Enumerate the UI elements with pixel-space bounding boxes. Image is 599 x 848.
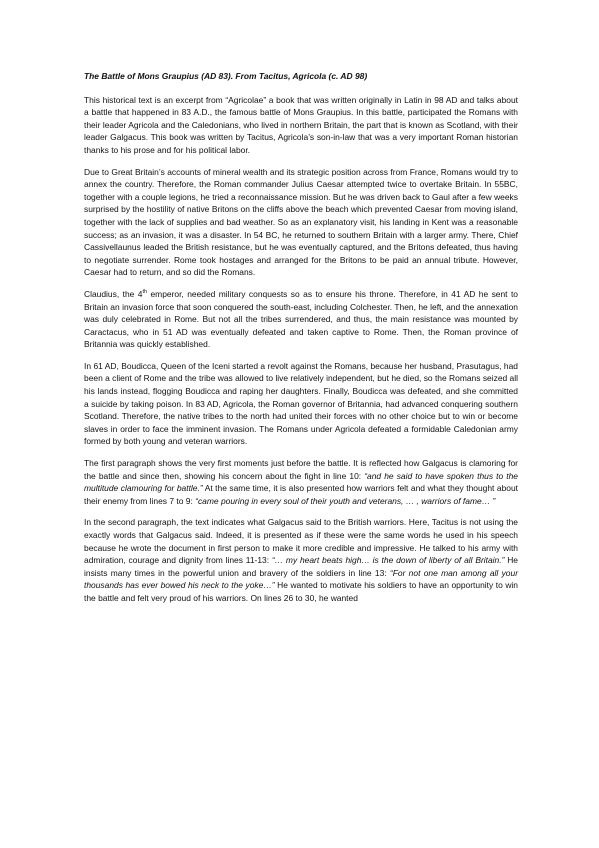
paragraph-intro: This historical text is an excerpt from “Agricolae” a book that was written originally in Latin in 98 AD and talks about a battle that happened in 83 A.D., the famous battle of Mons Graupius. In this battle, participated the Romans with their leader Agricola and the Caledonians, who lived in northern Britain, the part that is known as Scotland, with their leader Galgacus. This book was written by Tacitus, Agricola’s son-in-law that was a very important Roman historian thanks to his prose and for his political labor. (84, 94, 518, 155)
paragraph-first-analysis (84, 457, 518, 507)
ordinal-superscript: th (142, 289, 148, 296)
paragraph-claudius-rest: emperor, needed military conquests so as to ensure his throne. Therefore, in 41 AD he sent to Britain an invasion force that soon conquered the south-east, including Colchester. Then, he left, and the annexation was duly celebrated in Rome. But not all the tribes surrendered, and thus, the main resistance was mounted by Caractacus, who in 51 AD was eventually defeated and taken captive to Rome. Then, the Roman province of Britannia was quickly established. (84, 288, 518, 350)
quote-clamouring: “and he said to have spoken thus to the multitude clamouring for battle.” (84, 470, 518, 494)
paragraph-claudius-start: Claudius, the 4 (84, 288, 143, 299)
paragraph-second-analysis-text-a: In the second paragraph, the text indicates what Galgacus said to the British warriors. Here, Tacitus is not using the exactly words that Galgacus said. Indeed, it is presented as if these were the same words he used in his speech because he wrote the document in first person to make it more credible and impressive. He talked to his army with admiration, courage and dignity from lines 11-13: (84, 517, 518, 566)
document-title: The Battle of Mons Graupius (AD 83). From Tacitus, Agricola (c. AD 98) (84, 71, 368, 81)
paragraph-boudicca: In 61 AD, Boudicca, Queen of the Iceni started a revolt against the Romans, because her husband, Prasutagus, had been a client of Rome and the tribe was allowed to live relatively independent, but he died, so the Romans seized all his lands instead, flogging Boudicca and raping her daughters. Finally, Boudicca was defeated, and she committed a suicide by taking poison. In 83 AD, Agricola, the Roman governor of Britannia, had advanced conquering southern Scotland. Therefore, the native tribes to the north had united their forces with no other choice but to win or become slaves in order to face the imminent invasion. The Romans under Agricola defeated a formidable Caledonian army formed by both young and veteran warriors. (84, 360, 518, 447)
paragraph-first-analysis-text-a: The first paragraph shows the very first moments just before the battle. It is reflected how Galgacus is clamoring for the battle and since then, showing his concern about the fight in line 10: (84, 458, 518, 481)
paragraph-second-analysis-text-c: He wanted to motivate his soldiers to have an opportunity to win the battle and felt very proud of his warriors. On lines 26 to 30, he wanted (84, 580, 518, 603)
quote-heart-beats: “… my heart beats high… is the down of liberty of all Britain.” (271, 555, 505, 566)
paragraph-caesar: Due to Great Britain’s accounts of mineral wealth and its strategic position across from France, Romans would try to annex the country. Therefore, the Roman commander Julius Caesar attempted twice to overtake Britain. In 55BC, together with a couple legions, he tried a reconnaissance mission. But he was driven back to Gaul after a few weeks surprised by the hostility of native Britons on the cliffs above the beach which prevented Caesar from moving island, together with the lack of supplies and bad weather. So as an explanatory visit, his landing in Kent was a reasonable success; as an invasion, it was a disaster. In 54 BC, he returned to southern Britain with a larger army. There, Chief Cassivellaunus leaded the British resistance, but he was eventually captured, and the Britons defeated, thus having to negotiate surrender. Rome took hostages and arranged for the Britons to be paid an annual tribute. However, Caesar had to return, and so did the Romans. (84, 166, 518, 278)
quote-yoke: “For not one man among all your thousands has ever bowed his neck to the yoke…” (84, 567, 519, 591)
paragraph-first-analysis-text-b: At the same time, it is also presented how warriors felt and what they thought about their enemy from lines 7 to 9: (84, 483, 518, 506)
quote-warriors: “came pouring in every soul of their youth and veterans, … , warriors of fame… ” (195, 495, 496, 506)
paragraph-second-analysis (84, 516, 518, 604)
paragraph-claudius (84, 288, 518, 351)
paragraph-second-analysis-text-b: He insists many times in the powerful union and bravery of the soldiers in line 13: (84, 555, 518, 578)
document-page (84, 70, 518, 614)
